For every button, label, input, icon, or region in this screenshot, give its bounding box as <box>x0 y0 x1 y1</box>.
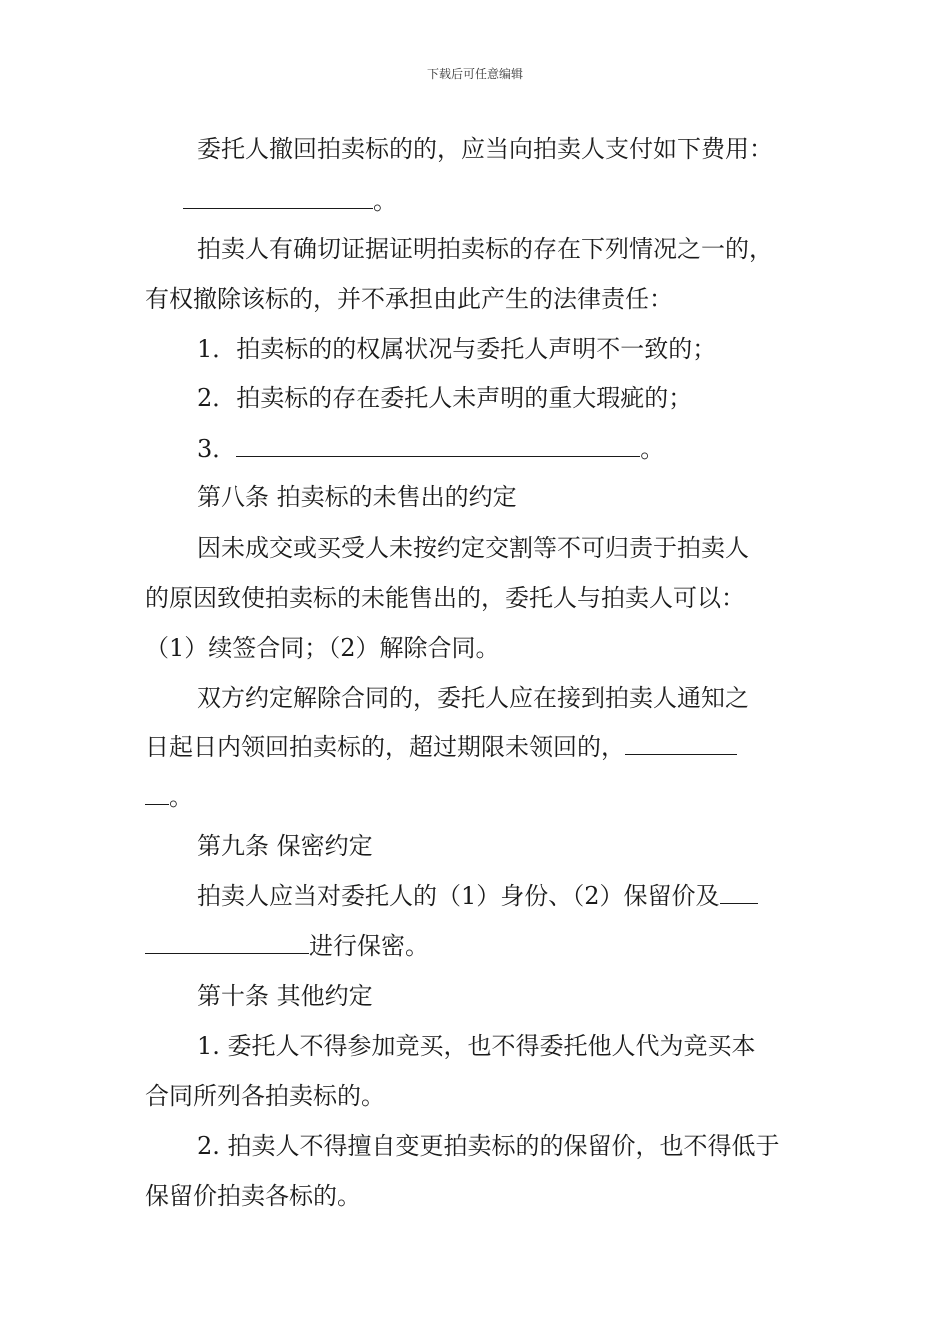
section-heading <box>197 481 517 513</box>
paragraph-line <box>145 582 745 614</box>
line-text: 2．拍卖标的存在委托人未声明的重大瑕疵的； <box>197 384 693 412</box>
paragraph-line <box>197 880 758 912</box>
line-text: 委托人撤回拍卖标的的，应当向拍卖人支付如下费用： <box>197 135 773 163</box>
list-item <box>197 433 664 465</box>
list-item <box>197 1130 780 1162</box>
line-text: 。 <box>640 435 665 463</box>
line-text: 的原因致使拍卖标的未能售出的，委托人与拍卖人可以： <box>145 584 745 612</box>
fill-in-blank[interactable] <box>145 782 169 805</box>
line-text: 。 <box>373 187 397 215</box>
line-text: 合同所列各拍卖标的。 <box>145 1082 385 1110</box>
paragraph-line <box>197 233 773 265</box>
fill-in-blank[interactable] <box>625 732 737 755</box>
line-text: 。 <box>169 783 193 811</box>
heading-text: 第九条 保密约定 <box>197 832 373 860</box>
line-text: 保留价拍卖各标的。 <box>145 1182 361 1210</box>
fill-in-blank[interactable] <box>183 186 373 209</box>
line-text: 拍卖人有确切证据证明拍卖标的存在下列情况之一的， <box>197 235 773 263</box>
section-heading <box>197 980 373 1012</box>
line-text: 1．拍卖标的的权属状况与委托人声明不一致的； <box>197 335 717 363</box>
line-text: 1. 委托人不得参加竞买，也不得委托他人代为竞买本 <box>197 1032 756 1060</box>
paragraph-line <box>145 930 429 962</box>
fill-in-blank[interactable] <box>720 881 758 904</box>
paragraph-line <box>145 632 500 664</box>
paragraph-line <box>145 1080 385 1112</box>
paragraph-line <box>183 185 397 217</box>
list-item <box>197 1030 756 1062</box>
paragraph-line <box>197 682 749 714</box>
list-item <box>197 382 692 414</box>
heading-text: 第八条 拍卖标的未售出的约定 <box>197 483 517 511</box>
line-text: 进行保密。 <box>309 932 429 960</box>
line-text: 双方约定解除合同的，委托人应在接到拍卖人通知之 <box>197 684 749 712</box>
line-text: 因未成交或买受人未按约定交割等不可归责于拍卖人 <box>197 534 749 562</box>
paragraph-line <box>145 731 737 763</box>
paragraph-line <box>145 781 193 813</box>
line-text: 拍卖人应当对委托人的（1）身份、（2）保留价及 <box>197 882 720 910</box>
page-header-note: 下载后可任意编辑 <box>426 67 523 81</box>
fill-in-blank[interactable] <box>236 434 640 457</box>
fill-in-blank[interactable] <box>145 931 309 954</box>
line-text: 3． <box>197 435 237 463</box>
paragraph-line <box>197 532 749 564</box>
paragraph-line <box>197 133 773 165</box>
paragraph-line <box>145 283 673 315</box>
section-heading <box>197 830 373 862</box>
heading-text: 第十条 其他约定 <box>197 982 373 1010</box>
paragraph-line <box>145 1180 361 1212</box>
line-text: 有权撤除该标的，并不承担由此产生的法律责任： <box>145 285 673 313</box>
line-text: 2. 拍卖人不得擅自变更拍卖标的的保留价，也不得低于 <box>197 1132 780 1160</box>
line-text: （1）续签合同；（2）解除合同。 <box>145 634 500 662</box>
list-item <box>197 333 716 365</box>
line-text: 日起日内领回拍卖标的，超过期限未领回的， <box>145 733 625 761</box>
